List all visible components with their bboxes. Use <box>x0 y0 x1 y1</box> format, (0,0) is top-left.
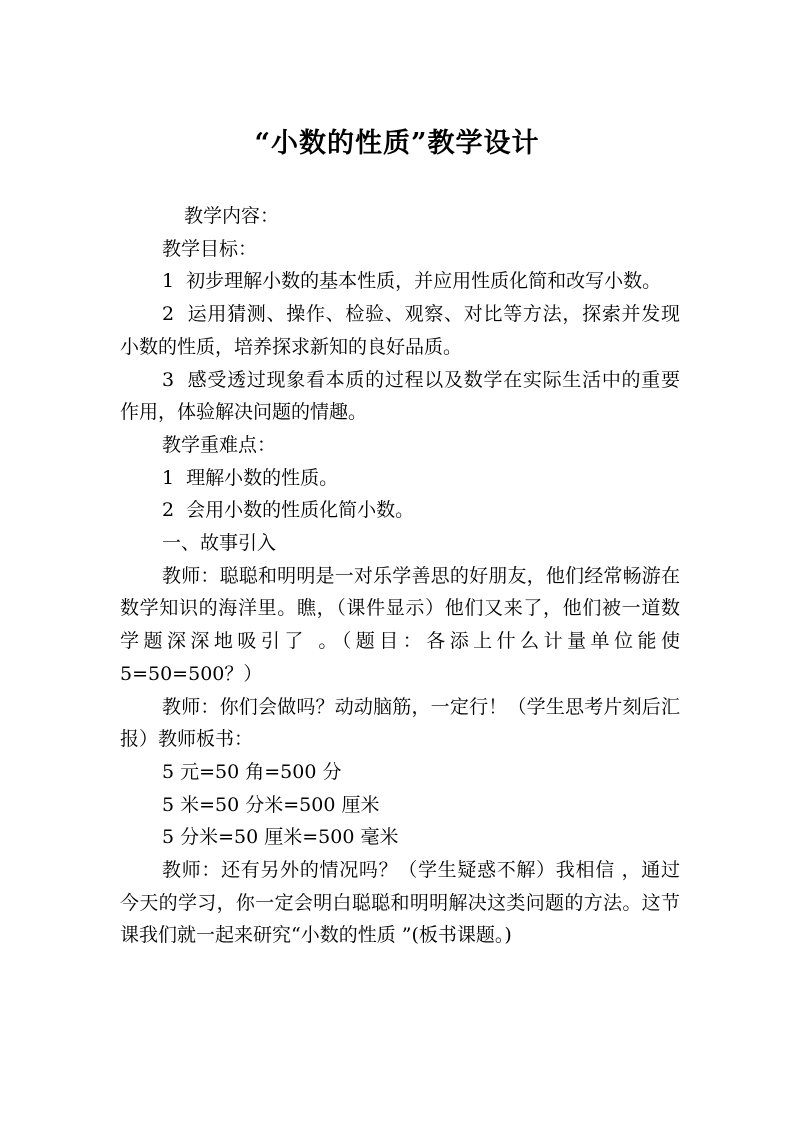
paragraph-board-1: 5 元=50 角=500 分 <box>162 760 342 783</box>
paragraph-teaching-content: 教学内容： <box>184 205 280 227</box>
paragraph-story-3: 教师：还有另外的情况吗？（学生疑惑不解）我相信 ，通过今天的学习，你一定会明白聪聪和明明解决这类问题的方法。这节课我们就一起来研究“小数的性质 ”(板书课题。) <box>120 859 680 947</box>
paragraph-key-points: 教学重难点： <box>162 433 277 456</box>
document-body <box>120 200 687 952</box>
paragraph-key-point-2: 2 会用小数的性质化简小数。 <box>162 499 415 522</box>
paragraph-board-2: 5 米=50 分米=500 厘米 <box>162 793 380 816</box>
paragraph-story-2: 教师：你们会做吗？动动脑筋，一定行！（学生思考片刻后汇报）教师板书： <box>120 695 680 751</box>
paragraph-story-1: 教师：聪聪和明明是一对乐学善思的好朋友，他们经常畅游在数学知识的海洋里。瞧，（课件显示）他们又来了，他们被一道数学题深深地吸引了 。（题目：各添上什么计量单位能使 5=50=500？） <box>120 564 687 685</box>
paragraph-key-point-1: 1 理解小数的性质。 <box>162 466 339 489</box>
paragraph-section-intro: 一、故事引入 <box>162 532 277 555</box>
paragraph-goal-3: 3 感受透过现象看本质的过程以及数学在实际生活中的重要作用，体验解决问题的情趣。 <box>120 368 680 424</box>
paragraph-board-3: 5 分米=50 厘米=500 毫米 <box>162 826 399 849</box>
paragraph-goal-2: 2 运用猜测、操作、检验、观察、对比等方法，探索并发现小数的性质，培养探求新知的良好品质。 <box>120 303 680 358</box>
paragraph-goal-1: 1 初步理解小数的基本性质，并应用性质化简和改写小数。 <box>162 270 662 293</box>
paragraph-teaching-goals: 教学目标： <box>162 237 258 260</box>
document-title: “小数的性质”教学设计 <box>254 128 540 159</box>
